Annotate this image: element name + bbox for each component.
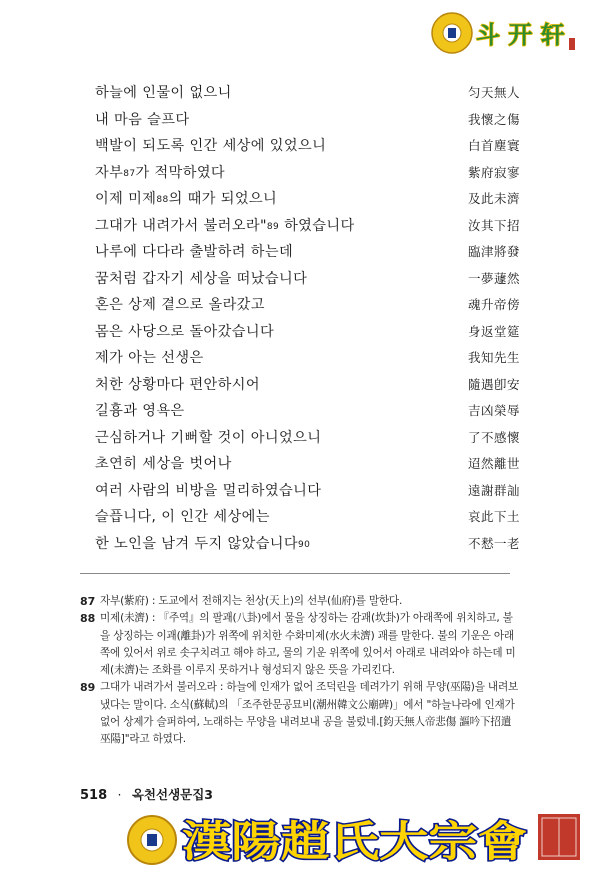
korean-verse-text: 제가 아는 선생은 [95, 350, 204, 366]
poem-line [95, 133, 520, 160]
footnote-number: 88 [80, 612, 96, 626]
hanja-verse: 白首塵寰 [467, 138, 520, 153]
poem-line [95, 531, 520, 558]
top-logo-text: 斗 开 轩 [476, 20, 565, 49]
footnote-88 [80, 610, 520, 679]
footnote-number: 87 [80, 595, 96, 608]
hanja-verse: 匀天無人 [467, 85, 520, 100]
korean-verse [95, 451, 232, 478]
hanja-verse: 汝其下招 [467, 217, 520, 233]
korean-verse-text: 여러 사람의 비방을 멀리하였습니다 [95, 482, 322, 499]
hanja-verse: 吉凶榮辱 [467, 403, 520, 418]
footnote-ref: 89 [266, 221, 280, 232]
poem-line [95, 319, 520, 346]
korean-verse-text: 길흉과 영욕은 [95, 403, 185, 419]
korean-verse [95, 425, 321, 452]
hanja-verse: 及此未濟 [467, 191, 520, 206]
footnote-89 [80, 679, 520, 748]
poem-line [95, 425, 520, 452]
korean-verse [95, 107, 189, 134]
page-footer [80, 785, 213, 803]
korean-verse-text: 초연히 세상을 벗어나 [95, 456, 232, 472]
poem-line [95, 160, 520, 187]
poem-translation [95, 80, 520, 557]
poem-line [95, 478, 520, 505]
poem-line [95, 504, 520, 531]
korean-verse-text: 백발이 되도록 인간 세상에 있었으니 [95, 138, 327, 154]
poem-line [95, 239, 520, 266]
korean-verse-text: 하늘에 인물이 없으니 [95, 85, 232, 101]
footnote-87 [80, 593, 520, 610]
poem-line [95, 107, 520, 134]
footnote-text: 그대가 내려가서 불러오라 : 하늘에 인재가 없어 조덕린을 데려가기 위해 무양(巫陽)을 내려보냈다는 말이다. 소식(蘇軾)의 「조주한문공묘비(潮州韓文公廟碑)」에서 "하늘나라에 인재가 없어 상제가 슬퍼하여, 노래하는 무양을 내려보내 공을 불렀네.[鈞天無人帝悲傷 謳吟下招遣巫陽]"라고 하였다. [100, 681, 519, 746]
korean-verse-text: 나루에 다다라 출발하려 하는데 [95, 244, 294, 260]
korean-verse-text: 하였습니다 [279, 217, 355, 234]
footer-separator: · [117, 787, 122, 802]
poem-line [95, 213, 520, 240]
emblem-icon [128, 816, 176, 864]
hanja-verse: 紫府寂寥 [467, 164, 520, 180]
korean-verse-text: 가 적막하였다 [135, 164, 226, 181]
footnote-ref: 90 [298, 539, 311, 550]
poem-line [95, 398, 520, 425]
korean-verse [95, 531, 310, 560]
korean-verse [95, 80, 232, 107]
hanja-verse: 不慭一老 [467, 535, 520, 551]
korean-verse [95, 319, 274, 346]
korean-verse [95, 478, 321, 505]
korean-verse-text: 내 마음 슬프다 [95, 111, 190, 128]
hanja-verse: 了不感懷 [467, 429, 520, 445]
korean-verse [95, 213, 355, 242]
poem-line [95, 345, 520, 372]
korean-verse [95, 398, 185, 425]
korean-verse-text: 자부 [95, 164, 124, 181]
hanja-verse: 魂升帝傍 [467, 297, 520, 312]
poem-line [95, 266, 520, 293]
korean-verse-text: 이제 미제 [95, 191, 157, 207]
hanja-verse: 身返堂筵 [467, 323, 520, 339]
korean-verse [95, 266, 307, 293]
page-number: 518 [80, 788, 108, 803]
korean-verse-text: 한 노인을 남겨 두지 않았습니다 [95, 535, 299, 552]
poem-line [95, 451, 520, 478]
organization-banner [120, 810, 590, 870]
korean-verse-text: 혼은 상제 곁으로 올라갔고 [95, 297, 265, 313]
korean-verse-text: 슬픕니다, 이 인간 세상에는 [95, 509, 270, 525]
hanja-verse: 一夢蘧然 [467, 270, 520, 286]
poem-line [95, 292, 520, 319]
banner-text: 漢陽趙氏大宗會 [182, 817, 527, 866]
top-logo [430, 8, 580, 58]
red-seal-icon [538, 814, 580, 860]
footnote-divider [80, 573, 510, 574]
footnote-text: 미제(未濟) : 『주역』의 팔괘(八卦)에서 물을 상징하는 감괘(坎卦)가 아래쪽에 위치하고, 불을 상징하는 이괘(離卦)가 위쪽에 위치한 수화미제(水火未濟) 괘를 말한다. 불의 기운은 아래쪽에 있어서 위로 솟구치려고 해야 하고, 물의 기운 위쪽에 있어서 아래로 내려와야 하는데 미제(未濟)는 조화를 이루지 못하거나 형성되지 않은 뜻을 가리킨다. [100, 612, 516, 677]
korean-verse [95, 372, 260, 399]
korean-verse [95, 239, 293, 266]
hanja-verse: 我知先生 [467, 350, 520, 365]
footnote-ref: 88 [156, 195, 169, 205]
poem-line [95, 372, 520, 399]
korean-verse [95, 345, 204, 372]
korean-verse-text: 몸은 사당으로 돌아갔습니다 [95, 323, 275, 340]
korean-verse [95, 186, 277, 215]
footnote-ref: 87 [123, 168, 136, 179]
poem-line [95, 186, 520, 213]
hanja-verse: 我懷之傷 [467, 111, 520, 127]
footnote-text: 자부(紫府) : 도교에서 전해지는 천상(天上)의 선부(仙府)를 말한다. [100, 595, 403, 607]
hanja-verse: 遠謝群訕 [467, 482, 520, 498]
book-title: 옥천선생문집3 [131, 787, 213, 802]
footnote-number: 89 [80, 681, 96, 695]
korean-verse [95, 292, 265, 319]
korean-verse-text: 그대가 내려가서 불러오라" [95, 217, 267, 234]
poem-line [95, 80, 520, 107]
hanja-verse: 迢然離世 [467, 456, 520, 471]
korean-verse-text: 꿈처럼 갑자기 세상을 떠났습니다 [95, 270, 308, 287]
hanja-verse: 臨津將發 [467, 244, 520, 259]
korean-verse [95, 160, 225, 189]
korean-verse-text: 의 때가 되었으니 [168, 191, 278, 207]
emblem-icon [432, 13, 472, 53]
footnotes [80, 593, 520, 749]
hanja-verse: 哀此下土 [467, 509, 520, 524]
korean-verse-text: 근심하거나 기뻐할 것이 아니었으니 [95, 429, 322, 446]
red-seal-icon [569, 38, 575, 50]
korean-verse [95, 504, 270, 531]
korean-verse [95, 133, 326, 160]
korean-verse-text: 처한 상황마다 편안하시어 [95, 376, 260, 393]
hanja-verse: 隨遇卽安 [467, 376, 520, 392]
